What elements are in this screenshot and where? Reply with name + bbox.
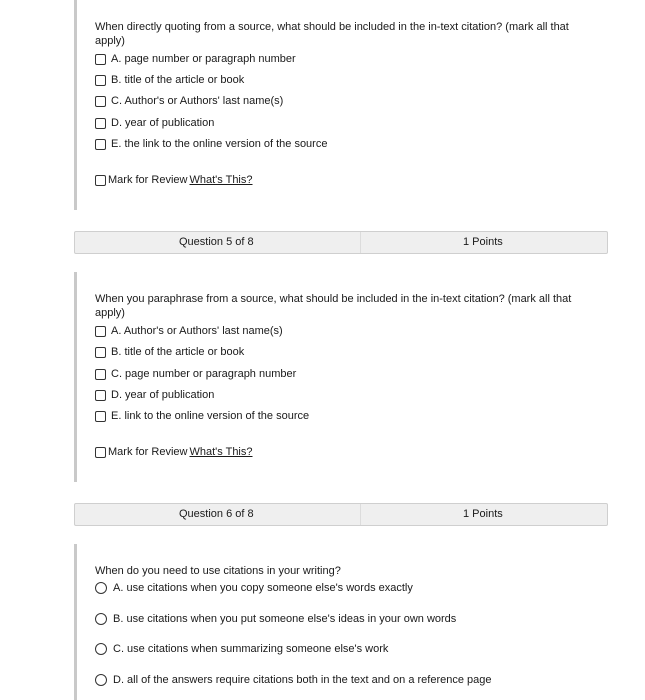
question-4-option-d[interactable] [95,116,214,130]
question-number: Question 5 of 8 [179,236,254,248]
question-5-option-e[interactable] [95,409,309,423]
question-5-header [74,231,608,254]
option-label: B. title of the article or book [111,346,245,358]
question-6-text: When do you need to use citations in your writing? [95,565,341,577]
question-6-option-d[interactable] [95,673,492,687]
radio-button[interactable] [95,582,107,594]
checkbox[interactable] [95,390,106,401]
checkbox[interactable] [95,347,106,358]
radio-button[interactable] [95,613,107,625]
question-5-option-d[interactable] [95,388,214,402]
question-6-option-a[interactable] [95,581,413,595]
checkbox[interactable] [95,411,106,422]
question-6-accent-bar [74,544,77,700]
question-6-option-c[interactable] [95,642,388,656]
header-divider [360,232,361,253]
question-5-option-b[interactable] [95,345,244,359]
checkbox[interactable] [95,96,106,107]
question-4-option-e[interactable] [95,137,327,151]
option-label: D. year of publication [111,389,215,401]
header-divider [360,504,361,525]
question-4-option-c[interactable] [95,94,283,108]
option-label: E. link to the online version of the source [111,410,310,422]
option-label: C. use citations when summarizing someone else's work [113,643,389,655]
radio-button[interactable] [95,643,107,655]
question-5-option-c[interactable] [95,367,296,381]
option-label: C. page number or paragraph number [111,368,297,380]
mark-for-review-label: Mark for Review [108,174,188,186]
checkbox[interactable] [95,369,106,380]
checkbox[interactable] [95,139,106,150]
question-6-header [74,503,608,526]
option-label: B. title of the article or book [111,74,245,86]
mark-for-review-checkbox[interactable] [95,175,106,186]
question-4-option-a[interactable] [95,52,296,66]
option-label: E. the link to the online version of the source [111,138,328,150]
question-4-mark-for-review [95,173,253,187]
question-4-option-b[interactable] [95,73,244,87]
question-4-text: When directly quoting from a source, what should be included in the in-text citation? (mark all that apply) [95,21,569,47]
option-label: B. use citations when you put someone else's ideas in your own words [113,613,457,625]
question-5-mark-for-review [95,445,253,459]
question-5-accent-bar [74,272,77,482]
question-points: 1 Points [463,236,503,248]
option-label: A. use citations when you copy someone else's words exactly [113,582,413,594]
question-4-accent-bar [74,0,77,210]
option-label: D. year of publication [111,117,215,129]
option-label: A. page number or paragraph number [111,53,296,65]
question-6-block [74,544,614,700]
question-5-option-a[interactable] [95,324,283,338]
question-points: 1 Points [463,508,503,520]
whats-this-link[interactable]: What's This? [189,174,253,186]
checkbox[interactable] [95,54,106,65]
question-4-block [74,0,614,210]
checkbox[interactable] [95,326,106,337]
mark-for-review-checkbox[interactable] [95,447,106,458]
whats-this-link[interactable]: What's This? [189,446,253,458]
question-5-block [74,272,614,482]
checkbox[interactable] [95,75,106,86]
checkbox[interactable] [95,118,106,129]
question-6-option-b[interactable] [95,612,456,626]
option-label: C. Author's or Authors' last name(s) [111,95,284,107]
option-label: D. all of the answers require citations both in the text and on a reference page [113,674,492,686]
question-5-text: When you paraphrase from a source, what should be included in the in-text citation? (mark all that apply) [95,293,572,319]
question-number: Question 6 of 8 [179,508,254,520]
option-label: A. Author's or Authors' last name(s) [111,325,283,337]
radio-button[interactable] [95,674,107,686]
mark-for-review-label: Mark for Review [108,446,188,458]
